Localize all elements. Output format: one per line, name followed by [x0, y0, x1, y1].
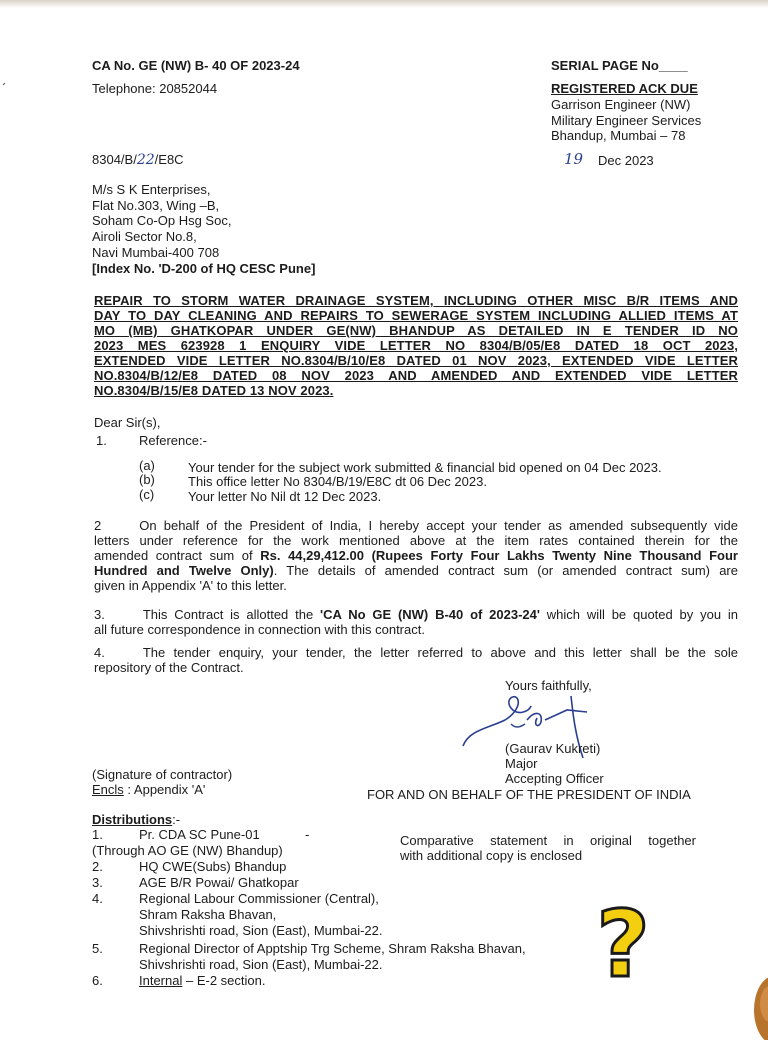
distribution-text — [139, 973, 265, 988]
subject-block — [94, 293, 738, 398]
contract-allotted-number: 'CA No GE (NW) B-40 of 2023-24' — [320, 607, 540, 622]
contract-number: CA No. GE (NW) B- 40 OF 2023-24 — [92, 58, 300, 73]
distribution-number: 2. — [92, 859, 103, 874]
distribution-text: Shivshrishti road, Sion (East), Mumbai-22. — [139, 957, 383, 972]
para2-line4 — [94, 563, 738, 578]
distribution-text: Regional Labour Commissioner (Central), — [139, 891, 379, 906]
letter-date: Dec 2023 — [598, 153, 654, 168]
para3-line2: all future correspondence in connection with this contract. — [94, 622, 425, 637]
subject-line: EXTENDED VIDE LETTER NO.8304/B/10/E8 DATED 01 NOV 2023, EXTENDED VIDE LETTER — [94, 353, 738, 368]
ref-item-label: (c) — [139, 487, 155, 502]
subject-line: REPAIR TO STORM WATER DRAINAGE SYSTEM, INCLUDING OTHER MISC B/R ITEMS AND — [94, 293, 738, 308]
addressee-line: Soham Co-Op Hsg Soc, — [92, 213, 232, 228]
distribution-number: 5. — [92, 941, 103, 956]
para4 — [94, 645, 738, 675]
distribution-text: Shivshrishti road, Sion (East), Mumbai-22. — [139, 923, 383, 938]
index-number: [Index No. 'D-200 of HQ CESC Pune] — [92, 261, 316, 276]
para1-number: 1. — [96, 433, 107, 448]
distribution-title-text: Distributions — [92, 812, 173, 827]
question-mark-glyph: ? — [596, 898, 650, 988]
distribution-text: Regional Director of Apptship Trg Scheme, Shram Raksha Bhavan, — [139, 941, 526, 956]
distribution-number: 1. — [92, 827, 103, 842]
contractor-signature-label: (Signature of contractor) — [92, 767, 233, 782]
distribution-text: Shram Raksha Bhavan, — [139, 907, 277, 922]
yours-faithfully: Yours faithfully, — [505, 678, 592, 693]
subject-line: 2023 MES 623928 1 ENQUIRY VIDE LETTER NO 8304/B/05/E8 DATED 18 OCT 2023, — [94, 338, 738, 353]
para1-title: Reference:- — [139, 433, 207, 448]
distribution-number: 4. — [92, 891, 103, 906]
officer-role: Accepting Officer — [505, 771, 604, 786]
officer-rank: Major — [505, 756, 538, 771]
contract-sum-words: Hundred and Twelve Only) — [94, 563, 274, 578]
addressee-line: Navi Mumbai-400 708 — [92, 245, 220, 260]
para2-line3 — [94, 548, 738, 563]
subject-line: NO.8304/B/15/E8 DATED 13 NOV 2023. — [94, 383, 334, 398]
para2-number: 2 — [94, 518, 102, 533]
distribution-dash: - — [305, 827, 310, 842]
ref-item-text: Your letter No Nil dt 12 Dec 2023. — [188, 489, 382, 504]
office-service: Military Engineer Services — [551, 113, 702, 128]
distribution-text: (Through AO GE (NW) Bhandup) — [92, 843, 283, 858]
serial-page-no: SERIAL PAGE No____ — [551, 58, 688, 73]
enclosures-label: Encls — [92, 782, 124, 797]
question-mark-icon — [588, 898, 658, 988]
date-handwritten: 19 — [564, 150, 584, 168]
subject-line: MO (MB) GHATKOPAR UNDER GE(NW) BHANDUP AS DETAILED IN E TENDER ID NO — [94, 323, 738, 338]
para4-line1 — [94, 645, 738, 660]
ref-item-text: Your tender for the subject work submitted & financial bid opened on 04 Dec 2023. — [188, 460, 662, 475]
distribution-internal: Internal — [139, 973, 183, 988]
distribution-number: 6. — [92, 973, 103, 988]
ref-item-label: (b) — [139, 472, 155, 487]
para3-text: which will be quoted by you in — [539, 607, 738, 622]
enclosures-text: : Appendix 'A' — [127, 782, 206, 797]
scan-top-edge — [0, 0, 768, 8]
letter-reference — [92, 152, 184, 168]
addressee-line: Airoli Sector No.8, — [92, 229, 197, 244]
para4-text: The tender enquiry, your tender, the letter referred to above and this letter shall be the sole — [142, 645, 738, 660]
enclosure-note — [400, 833, 696, 863]
enclosure-note-line: with additional copy is enclosed — [400, 848, 583, 863]
para2-text: On behalf of the President of India, I hereby accept your tender as amended subsequently vide — [139, 518, 738, 533]
para3-line1 — [94, 607, 738, 622]
distribution-title-suffix: :- — [172, 812, 181, 827]
enclosure-note-line: Comparative statement in original together — [400, 833, 696, 848]
reference-handwritten: 22 — [136, 152, 155, 168]
ref-item-text: This office letter No 8304/B/19/E8C dt 06 Dec 2023. — [188, 474, 487, 489]
para2-line5: given in Appendix 'A' to this letter. — [94, 578, 287, 593]
office-name: Garrison Engineer (NW) — [551, 97, 691, 112]
para2-text: amended contract sum of — [94, 548, 261, 563]
subject-line: DAY TO DAY CLEANING AND REPAIRS TO SEWERAGE SYSTEM INCLUDING ALLIED ITEMS AT — [94, 308, 738, 323]
para3 — [94, 607, 738, 637]
para4-line2: repository of the Contract. — [94, 660, 244, 675]
reference-suffix: /E8C — [154, 152, 184, 167]
registered-ack-due: REGISTERED ACK DUE — [551, 81, 698, 96]
thumb-photo-artifact — [748, 970, 768, 1040]
para4-number: 4. — [94, 645, 105, 660]
distribution-text: AGE B/R Powai/ Ghatkopar — [139, 875, 299, 890]
distribution-text: Pr. CDA SC Pune-01 — [139, 827, 260, 842]
para2-text: . The details of amended contract sum (or amended contract sum) are — [273, 563, 738, 578]
enclosures — [92, 782, 205, 797]
margin-mark — [2, 82, 8, 88]
reference-prefix: 8304/B/ — [92, 152, 137, 167]
addressee-line: M/s S K Enterprises, — [92, 182, 211, 197]
distribution-number: 3. — [92, 875, 103, 890]
para2 — [94, 518, 738, 593]
distribution-internal-text: – E-2 section. — [182, 973, 266, 988]
office-address: Bhandup, Mumbai – 78 — [551, 128, 686, 143]
telephone: Telephone: 20852044 — [92, 81, 218, 96]
salutation: Dear Sir(s), — [94, 415, 161, 430]
para2-line2: letters under reference for the work mentioned above at the item rates contained therein for the — [94, 533, 738, 548]
ref-item-label: (a) — [139, 458, 155, 473]
para2-line1 — [94, 518, 738, 533]
distribution-text: HQ CWE(Subs) Bhandup — [139, 859, 287, 874]
officer-name: (Gaurav Kukreti) — [505, 741, 601, 756]
contract-sum: Rs. 44,29,412.00 (Rupees Forty Four Lakhs Twenty Nine Thousand Four — [260, 548, 738, 563]
subject-line: NO.8304/B/12/E8 DATED 08 NOV 2023 AND AMENDED AND EXTENDED VIDE LETTER — [94, 368, 738, 383]
on-behalf-line: FOR AND ON BEHALF OF THE PRESIDENT OF INDIA — [367, 787, 691, 802]
para3-number: 3. — [94, 607, 105, 622]
para3-text: This Contract is allotted the — [142, 607, 320, 622]
addressee-line: Flat No.303, Wing –B, — [92, 198, 220, 213]
distribution-title — [92, 812, 180, 827]
